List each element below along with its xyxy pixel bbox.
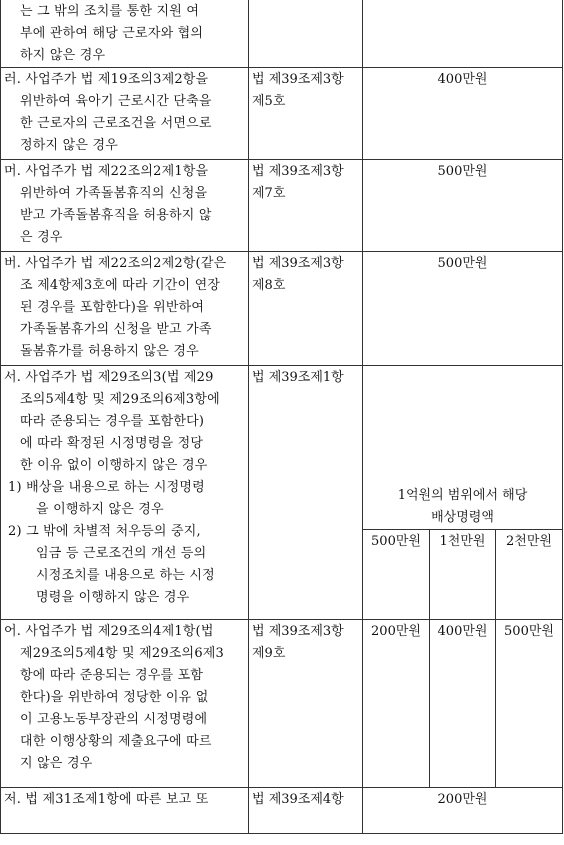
- provision-cell: [249, 68, 363, 160]
- fine-first-cell: 200만원: [363, 620, 430, 788]
- provision-cell: [249, 160, 363, 252]
- violation-line: 서. 사업주가 법 제29조의3(법 제29: [4, 370, 214, 385]
- violation-line: 조 제4항제3호에 따라 기간이 연장: [20, 278, 221, 293]
- violation-line: 정하지 않은 경우: [20, 138, 118, 153]
- violation-subitem-line: 명령을 이행하지 않은 경우: [36, 590, 190, 605]
- violation-line: 가족돌봄휴가의 신청을 받고 가족: [20, 322, 212, 337]
- violation-cell: [1, 252, 249, 366]
- provision-line: 법 제39조제3항: [252, 72, 344, 87]
- violation-subitem-line: 을 이행하지 않은 경우: [36, 502, 164, 517]
- violation-line: 조의5제4항 및 제29조의6제3항에: [20, 392, 220, 407]
- provision-line: 제5호: [252, 94, 286, 109]
- provision-line: 법 제39조제3항: [252, 624, 344, 639]
- violation-line: 는 그 밖의 조치를 통한 지원 여: [20, 4, 200, 19]
- provision-cell: [249, 252, 363, 366]
- violation-line: 지 않은 경우: [20, 756, 93, 771]
- violation-cell: [1, 366, 249, 620]
- violation-line: 에 따라 확정된 시정명령을 정당: [20, 436, 204, 451]
- provision-cell: [249, 366, 363, 620]
- violation-line: 제29조의5제4항 및 제29조의6제3: [20, 646, 225, 661]
- violation-line: 돌봄휴가를 허용하지 않은 경우: [20, 344, 199, 359]
- violation-line: 한 근로자의 근로조건을 서면으로: [20, 116, 212, 131]
- fine-second-cell: 400만원: [430, 620, 496, 788]
- fine-cell: 500만원: [363, 160, 563, 252]
- violation-line: 받고 가족돌봄휴직을 허용하지 않: [20, 208, 212, 223]
- violation-line: 어. 사업주가 법 제29조의4제1항(법: [4, 624, 214, 639]
- violation-line: 하지 않은 경우: [20, 48, 106, 63]
- violation-cell: [1, 160, 249, 252]
- fine-third-cell: 500만원: [496, 620, 563, 788]
- violation-cell: [1, 68, 249, 160]
- table-row: [1, 68, 563, 160]
- violation-line: 한 이유 없이 이행하지 않은 경우: [20, 458, 208, 473]
- violation-line: 머. 사업주가 법 제22조의2제1항을: [4, 164, 209, 179]
- table-row: [1, 160, 563, 252]
- violation-cell: [1, 620, 249, 788]
- violation-line: 저. 법 제31조제1항에 따른 보고 또: [4, 792, 209, 807]
- violation-line: 항에 따라 준용되는 경우를 포함: [20, 668, 204, 683]
- violation-line: 버. 사업주가 법 제22조의2제2항(같은: [4, 256, 227, 271]
- fine-cell: 500만원: [363, 252, 563, 366]
- violation-cell: [1, 788, 249, 834]
- violation-line: 한다)을 위반하여 정당한 이유 없: [20, 690, 209, 705]
- fine-cell: [363, 0, 563, 68]
- provision-line: 법 제39조제3항: [252, 164, 344, 179]
- fine-third-cell: 2천만원: [496, 530, 563, 620]
- violation-line: 러. 사업주가 법 제19조의3제2항을: [4, 72, 209, 87]
- provision-cell: [249, 0, 363, 68]
- violation-line: 은 경우: [20, 230, 63, 245]
- violation-subitem-line: 2) 그 밖에 차별적 처우등의 중지,: [8, 524, 201, 539]
- violation-subitem-line: 임금 등 근로조건의 개선 등의: [36, 546, 207, 561]
- violation-line: 대한 이행상황의 제출요구에 따르: [20, 734, 212, 749]
- violation-line: 된 경우를 포함한다)을 위반하여: [20, 300, 205, 315]
- violation-line: 위반하여 가족돌봄휴직의 신청을: [20, 186, 208, 201]
- violation-cell: [1, 0, 249, 68]
- table-row: [1, 366, 563, 530]
- fine-first-cell: 500만원: [363, 530, 430, 620]
- violation-line: 위반하여 육아기 근로시간 단축을: [20, 94, 212, 109]
- table-row: [1, 620, 563, 788]
- provision-line: 법 제39조제1항: [252, 370, 344, 385]
- provision-line: 제9호: [252, 646, 286, 661]
- table-row: [1, 788, 563, 834]
- provision-cell: [249, 788, 363, 834]
- provision-line: 법 제39조제4항: [252, 792, 344, 807]
- table-row: [1, 0, 563, 68]
- fine-cell: 1억원의 범위에서 해당 배상명령액: [363, 366, 563, 530]
- violation-line: 따라 준용되는 경우를 포함한다): [20, 414, 205, 429]
- fine-cell: 400만원: [363, 68, 563, 160]
- fine-cell: 200만원: [363, 788, 563, 834]
- provision-line: 법 제39조제3항: [252, 256, 344, 271]
- provision-cell: [249, 620, 363, 788]
- provision-line: 제7호: [252, 186, 286, 201]
- violation-line: 이 고용노동부장관의 시정명령에: [20, 712, 208, 727]
- violation-line: 부에 관하여 해당 근로자와 협의: [20, 26, 204, 41]
- fine-second-cell: 1천만원: [430, 530, 496, 620]
- provision-line: 제8호: [252, 278, 286, 293]
- violation-subitem-line: 1) 배상을 내용으로 하는 시정명령: [8, 480, 205, 495]
- table-row: [1, 252, 563, 366]
- violation-subitem-line: 시정조치를 내용으로 하는 시정: [36, 568, 215, 583]
